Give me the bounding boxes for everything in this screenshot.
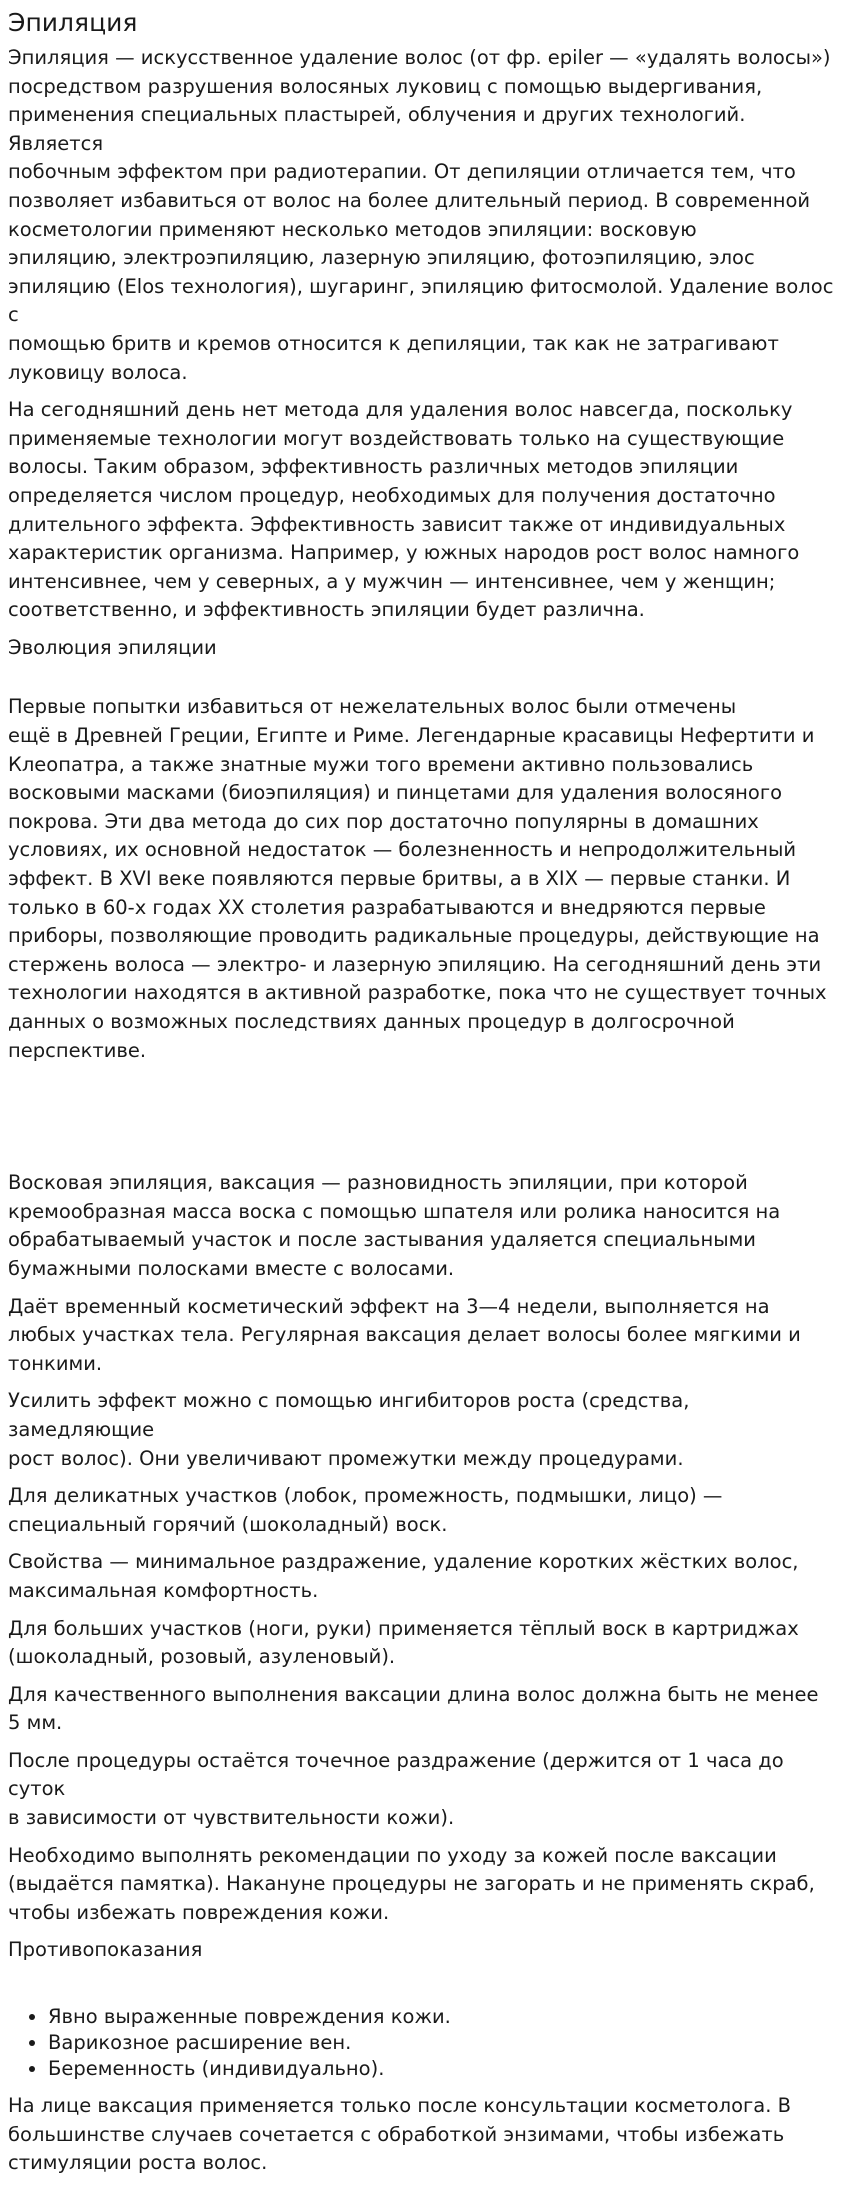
properties-paragraph: Свойства — минимальное раздражение, удаление коротких жёстких волос, максимальная комфортность.: [8, 1550, 799, 1602]
delicate-areas-paragraph: Для деликатных участков (лобок, промежность, подмышки, лицо) — специальный горячий (шоколадный) воск.: [8, 1484, 723, 1536]
section-heading-contraindications: Противопоказания: [8, 1938, 203, 1962]
aftercare-paragraph: Необходимо выполнять рекомендации по уходу за кожей после ваксации (выдаётся памятка). Накануне процедуры не загорать и не применять скраб, чтобы избежать повреждения кожи.: [8, 1843, 815, 1924]
face-waxing-paragraph: На лице ваксация применяется только после консультации косметолога. В большинстве случаев сочетается с обработкой энзимами, чтобы избежать стимуляции роста волос.: [8, 2094, 791, 2175]
hair-length-paragraph: Для качественного выполнения ваксации длина волос должна быть не менее 5 мм.: [8, 1682, 819, 1735]
list-item: • Варикозное расширение вен.: [48, 2030, 839, 2056]
effectiveness-paragraph: На сегодняшний день нет метода для удаления волос навсегда, поскольку применяемые технологии могут воздействовать только на существующие волосы. Таким образом, эффективность различных методов эпиляции определяется числом процедур, необходимых для получения достаточно длительного эффекта. Эффективность зависит также от индивидуальных характеристик организма. Например, у южных народов рост волос намного интенсивнее, чем у северных, а у мужчин — интенсивнее, чем у женщин; соответственно, и эффективность эпиляции будет различна.: [8, 398, 800, 622]
intro-paragraph: Эпиляция — искусственное удаление волос (от фр. epiler — «удалять волосы») посредством разрушения волосяных луковиц с помощью выдергивания, применения специальных пластырей, облучения и других технологий. Является побочным эффектом при радиотерапии. От депиляции отличается тем, что позволяет избавиться от волос на более длительный период. В современной косметологии применяют несколько методов эпиляции: восковую эпиляцию, электроэпиляцию, лазерную эпиляцию, фотоэпиляцию, элос эпиляцию (Elos технология), шугаринг, эпиляцию фитосмолой. Удаление волос с помощью бритв и кремов относится к депиляции, так как не затрагивают луковицу волоса.: [8, 46, 834, 384]
spacer: [8, 1074, 839, 1169]
wax-definition-paragraph: Восковая эпиляция, ваксация — разновидность эпиляции, при которой кремообразная масса воска с помощью шпателя или ролика наносится на обрабатываемый участок и после застывания удаляется специальными бумажными полосками вместе с волосами.: [8, 1171, 781, 1280]
list-item: • Беременность (индивидуально).: [48, 2056, 839, 2082]
list-item: • Явно выраженные повреждения кожи.: [48, 2004, 839, 2030]
page-title: Эпиляция: [8, 8, 138, 37]
wax-effect-paragraph: Даёт временный косметический эффект на 3—4 недели, выполняется на любых участках тела. Регулярная ваксация делает волосы более мягкими и тонкими.: [8, 1294, 801, 1375]
history-paragraph: Первые попытки избавиться от нежелательных волос были отмечены ещё в Древней Греции, Египте и Риме. Легендарные красавицы Нефертити и Клеопатра, а также знатные мужи того времени активно пользовались восковыми масками (биоэпиляция) и пинцетами для удаления волосяного покрова. Эти два метода до сих пор достаточно популярны в домашних условиях, их основной недостаток — болезненность и непродолжительный эффект. В XVI веке появляются первые бритвы, а в XIX — первые станки. И только в 60-х годах XX столетия разрабатываются и внедряются первые приборы, позволяющие проводить радикальные процедуры, действующие на стержень волоса — электро- и лазерную эпиляцию. На сегодняшний день эти технологии находятся в активной разработке, пока что не существует точных данных о возможных последствиях данных процедур в долгосрочной перспективе.: [8, 695, 827, 1062]
section-heading-evolution: Эволюция эпиляции: [8, 635, 217, 659]
large-areas-paragraph: Для больших участков (ноги, руки) применяется тёплый воск в картриджах (шоколадный, розовый, азуленовый).: [8, 1616, 799, 1669]
inhibitors-paragraph: Усилить эффект можно с помощью ингибиторов роста (средства, замедляющие рост волос). Они увеличивают промежутки между процедурами.: [8, 1389, 690, 1470]
spacer: [8, 671, 839, 693]
irritation-paragraph: После процедуры остаётся точечное раздражение (держится от 1 часа до суток в зависимости от чувствительности кожи).: [8, 1748, 784, 1830]
spacer: [8, 1974, 839, 2004]
contraindications-list: [8, 2004, 839, 2082]
